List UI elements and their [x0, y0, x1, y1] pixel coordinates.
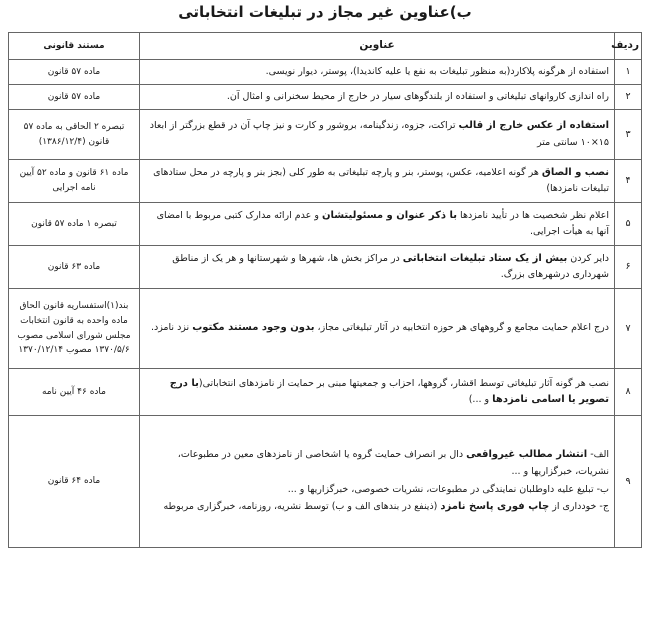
body-text: نصب هر گونه آثار تبلیغاتی توسط اقشار، گروهها، احزاب و جمعیتها مبنی بر حمایت از نامزدهای انتخاباتی(	[198, 377, 609, 389]
row-number: ۱	[615, 60, 642, 85]
body-text: دال بر انصراف حمایت گروه یا اشخاصی از نامزدهای معین در مطبوعات، نشریات، خبرگزاریها و ...	[177, 449, 609, 477]
body-text: دایر کردن	[567, 252, 609, 264]
emphasis-text: با درج تصویر یا اسامی نامزدها	[169, 377, 609, 405]
row-legal-reference: بند(۱)استفساریه قانون الحاق ماده واحده به قانون انتخابات مجلس شورای اسلامی مصوب ۱۳۷۰/۵/۶ مصوب ۱۳۷۰/۱۲/۱۴	[9, 289, 140, 369]
sub-item	[145, 446, 609, 480]
row-subject	[140, 203, 615, 246]
header-law: مستند قانونی	[9, 33, 140, 60]
table-body	[9, 60, 642, 548]
row-subject	[140, 110, 615, 160]
table-header-row	[9, 33, 642, 60]
row-legal-reference: تبصره ۲ الحاقی به ماده ۵۷ قانون (۱۳۸۶/۱۲/۴)	[9, 110, 140, 160]
header-num: ردیف	[615, 33, 642, 60]
regulations-table	[8, 32, 642, 548]
row-legal-reference: تبصره ۱ ماده ۵۷ قانون	[9, 203, 140, 246]
table-row	[9, 369, 642, 416]
row-subject	[140, 289, 615, 369]
body-text: ب- تبلیغ علیه داوطلبان نمایندگی در مطبوعات، نشریات خصوصی، خبرگزاریها و ...	[287, 483, 609, 495]
table-row	[9, 416, 642, 548]
body-text: الف-	[587, 449, 609, 461]
body-text: (ذینفع در بندهای الف و ب) توسط نشریه، روزنامه، خبرگزاری مربوطه	[163, 501, 441, 513]
body-text: نزد نامزد.	[150, 322, 193, 334]
body-text: اعلام نظر شخصیت ها در تأیید نامزدها	[457, 209, 609, 221]
table-row	[9, 203, 642, 246]
table-row	[9, 246, 642, 289]
row-subject	[140, 369, 615, 416]
body-text: راه اندازی کاروانهای تبلیغاتی و استفاده از بلندگوهای سیار در خارج از محیط سخنرانی و امثال آن.	[226, 91, 609, 103]
emphasis-text: با ذکر عنوان و مسئولیتشان	[321, 209, 458, 221]
table-row	[9, 110, 642, 160]
row-legal-reference: ماده ۶۱ قانون و ماده ۵۲ آیین نامه اجرایی	[9, 160, 140, 203]
row-subject	[140, 160, 615, 203]
body-text: ج- خودداری از	[549, 501, 609, 513]
emphasis-text: بیش از یک ستاد تبلیغات انتخاباتی	[402, 252, 568, 264]
row-number: ۲	[615, 85, 642, 110]
row-legal-reference: ماده ۶۴ قانون	[9, 416, 140, 548]
body-text: و ...)	[468, 394, 493, 405]
row-number: ۳	[615, 110, 642, 160]
body-text: هر گونه اعلامیه، عکس، پوستر، بنر و پارچه تبلیغاتی به طور کلی (بجز بنر و پارچه در محل ستادهای تبلیغات نامزدها)	[153, 166, 609, 195]
row-subject	[140, 60, 615, 85]
emphasis-text: بدون وجود مستند مکتوب	[192, 322, 315, 334]
table-row	[9, 289, 642, 369]
table-row	[9, 60, 642, 85]
row-legal-reference: ماده ۵۷ قانون	[9, 60, 140, 85]
row-legal-reference: ماده ۶۳ قانون	[9, 246, 140, 289]
table-row	[9, 160, 642, 203]
body-text: درج اعلام حمایت مجامع و گروههای هر حوزه انتخابیه در آثار تبلیغاتی مجاز،	[314, 322, 609, 334]
page-title: ب)عناوین غیر مجاز در تبلیغات انتخاباتی	[178, 3, 472, 21]
header-subject: عناوین	[140, 33, 615, 60]
row-subject	[140, 246, 615, 289]
row-subject	[140, 85, 615, 110]
row-legal-reference: ماده ۵۷ قانون	[9, 85, 140, 110]
emphasis-text: استفاده از عکس خارج از قالب	[458, 120, 609, 132]
table-row	[9, 85, 642, 110]
row-legal-reference: ماده ۴۶ آیین نامه	[9, 369, 140, 416]
row-number: ۹	[615, 416, 642, 548]
body-text: استفاده از هرگونه پلاکارد(به منظور تبلیغات به نفع یا علیه کاندیدا)، پوستر، دیوار نویسی.	[265, 66, 609, 78]
body-text: و عدم ارائه مدارک کتبی مربوط با امضای آنها به هیأت اجرایی.	[156, 209, 609, 238]
emphasis-text: انتشار مطالب غیرواقعی	[466, 449, 588, 461]
row-number: ۴	[615, 160, 642, 203]
row-number: ۸	[615, 369, 642, 416]
body-text: تراکت، جزوه، زندگینامه، بروشور و کارت و نیز چاپ آن در قطع بزرگتر از ابعاد ۱۵×۱۰ سانتی متر	[149, 120, 609, 148]
body-text: در مراکز بخش ها، شهرها و شهرستانها و هر یک از مناطق شهرداری درشهرهای بزرگ.	[172, 252, 609, 281]
row-subject	[140, 416, 615, 548]
emphasis-text: نصب و الصاق	[541, 166, 609, 178]
row-number: ۷	[615, 289, 642, 369]
sub-item	[145, 498, 609, 517]
emphasis-text: چاپ فوری پاسخ نامزد	[440, 501, 550, 513]
row-number: ۶	[615, 246, 642, 289]
row-number: ۵	[615, 203, 642, 246]
sub-item	[145, 481, 609, 499]
